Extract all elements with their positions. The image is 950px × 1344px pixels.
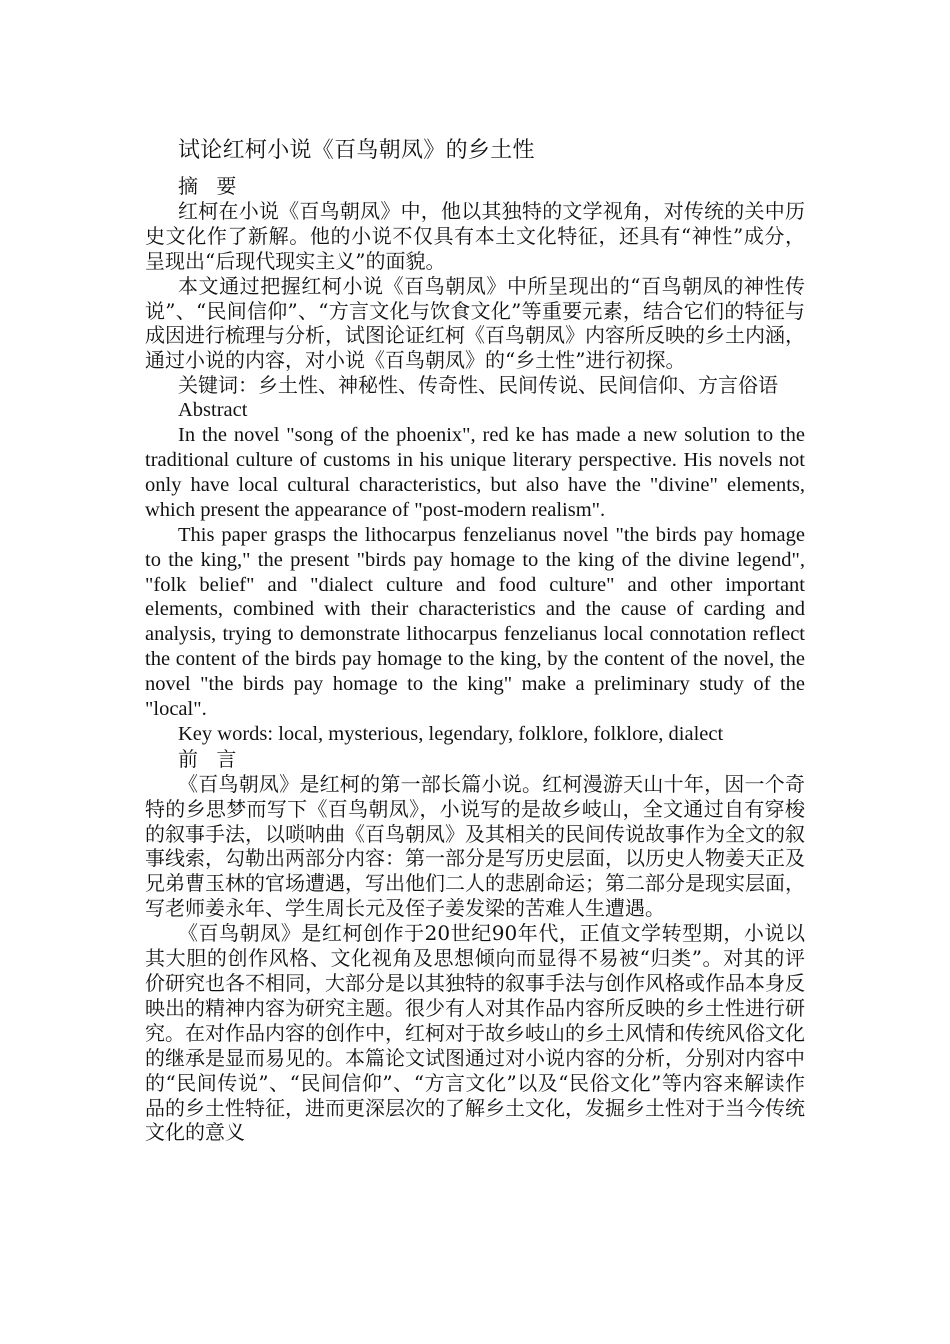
- abstract-cn-paragraph-2: 本文通过把握红柯小说《百鸟朝凤》中所呈现出的“百鸟朝凤的神性传说”、“民间信仰”、“方言文化与饮食文化”等重要元素，结合它们的特征与成因进行梳理与分析，试图论证红柯《百鸟朝凤》内容所反映的乡土内涵，通过小说的内容，对小说《百鸟朝凤》的“乡土性”进行初探。: [145, 273, 805, 373]
- abstract-en-heading: Abstract: [178, 399, 248, 422]
- keywords-cn: 关键词：乡土性、神秘性、传奇性、民间传说、民间信仰、方言俗语: [178, 373, 778, 398]
- abstract-cn-heading: 摘 要: [178, 174, 243, 198]
- abstract-en-paragraph-1: In the novel "song of the phoenix", red ke has made a new solution to the traditional culture of customs in his unique literary perspective. His novels not only have local cultural characteristics, but also have the "divine" elements, which present the appearance of "post-modern realism".: [145, 424, 805, 521]
- preface-paragraph-1: 《百鸟朝凤》是红柯的第一部长篇小说。红柯漫游天山十年，因一个奇特的乡思梦而写下《百鸟朝凤》，小说写的是故乡岐山，全文通过自有穿梭的叙事手法，以唢呐曲《百鸟朝凤》及其相关的民间传说故事作为全文的叙事线索，勾勒出两部分内容：第一部分是写历史层面，以历史人物姜天正及兄弟曹玉林的官场遭遇，写出他们二人的悲剧命运；第二部分是现实层面，写老师姜永年、学生周长元及侄子姜发梁的苦难人生遭遇。: [145, 771, 805, 921]
- paper-title: 试论红柯小说《百鸟朝凤》的乡土性: [178, 138, 535, 163]
- document-page: [145, 132, 805, 1145]
- preface-paragraph-2: 《百鸟朝凤》是红柯创作于20世纪90年代，正值文学转型期，小说以其大胆的创作风格、文化视角及思想倾向而显得不易被“归类”。对其的评价研究也各不相同，大部分是以其独特的叙事手法与创作风格或作品本身反映出的精神内容为研究主题。很少有人对其作品内容所反映的乡土性进行研究。在对作品内容的创作中，红柯对于故乡岐山的乡土风情和传统风俗文化的继承是显而易见的。本篇论文试图通过对小说内容的分析，分别对内容中的“民间传说”、“民间信仰”、“方言文化”以及“民俗文化”等内容来解读作品的乡土性特征，进而更深层次的了解乡土文化，发掘乡土性对于当今传统文化的意义: [145, 921, 805, 1145]
- abstract-en-paragraph-2: This paper grasps the lithocarpus fenzelianus novel "the birds pay homage to the king," the present "birds pay homage to the king of the divine legend", "folk belief" and "dialect culture and food culture" and other important elements, combined with their characteristics and the cause of carding and analysis, trying to demonstrate lithocarpus fenzelianus local connotation reflect the content of the birds pay homage to the king, by the content of the novel, the novel "the birds pay homage to the king" make a preliminary study of the "local".: [145, 523, 805, 721]
- abstract-cn-paragraph-1: 红柯在小说《百鸟朝凤》中，他以其独特的文学视角，对传统的关中历史文化作了新解。他的小说不仅具有本土文化特征，还具有“神性”成分，呈现出“后现代现实主义”的面貌。: [145, 198, 805, 273]
- keywords-en: Key words: local, mysterious, legendary, folklore, folklore, dialect: [178, 722, 724, 745]
- preface-heading: 前 言: [178, 746, 243, 771]
